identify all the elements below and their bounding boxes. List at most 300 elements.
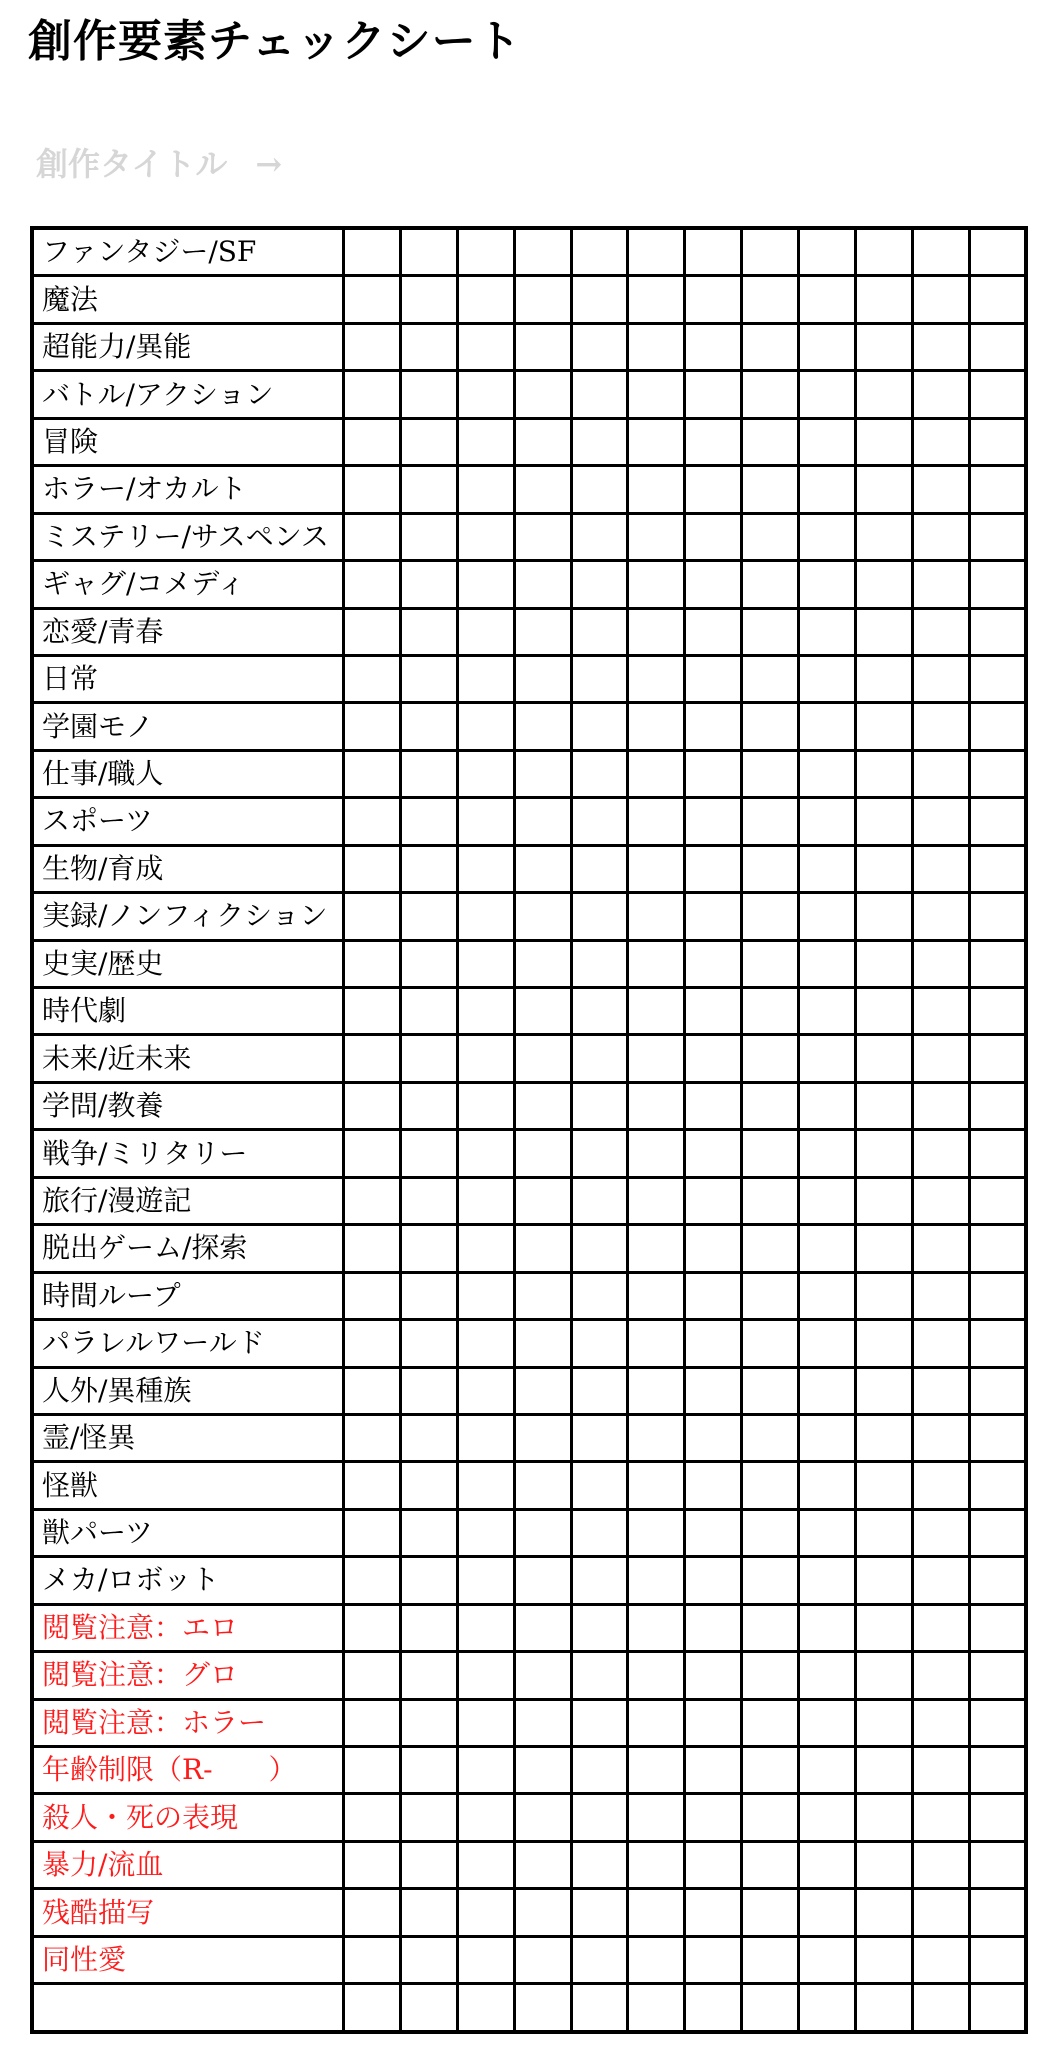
check-cell[interactable] (912, 1889, 969, 1936)
check-cell[interactable] (514, 228, 571, 276)
check-cell[interactable] (400, 1604, 457, 1651)
check-cell[interactable] (799, 893, 856, 940)
check-cell[interactable] (344, 1462, 401, 1509)
check-cell[interactable] (344, 1035, 401, 1082)
check-cell[interactable] (457, 276, 514, 323)
check-cell[interactable] (685, 845, 742, 892)
check-cell[interactable] (685, 1557, 742, 1604)
check-cell[interactable] (855, 1272, 912, 1319)
check-cell[interactable] (799, 988, 856, 1035)
check-cell[interactable] (628, 561, 685, 608)
check-cell[interactable] (571, 608, 628, 655)
check-cell[interactable] (685, 1699, 742, 1746)
check-cell[interactable] (344, 1130, 401, 1177)
check-cell[interactable] (571, 1984, 628, 2032)
check-cell[interactable] (969, 1130, 1026, 1177)
check-cell[interactable] (400, 608, 457, 655)
check-cell[interactable] (799, 466, 856, 513)
check-cell[interactable] (855, 1035, 912, 1082)
check-cell[interactable] (855, 1984, 912, 2032)
check-cell[interactable] (457, 1509, 514, 1556)
check-cell[interactable] (628, 1604, 685, 1651)
check-cell[interactable] (685, 893, 742, 940)
check-cell[interactable] (742, 1035, 799, 1082)
check-cell[interactable] (799, 1984, 856, 2032)
check-cell[interactable] (685, 1177, 742, 1224)
check-cell[interactable] (514, 1225, 571, 1272)
check-cell[interactable] (457, 1794, 514, 1841)
check-cell[interactable] (457, 323, 514, 370)
check-cell[interactable] (685, 1414, 742, 1461)
check-cell[interactable] (457, 1984, 514, 2032)
check-cell[interactable] (912, 1936, 969, 1983)
check-cell[interactable] (685, 1367, 742, 1414)
check-cell[interactable] (514, 1747, 571, 1794)
check-cell[interactable] (685, 1604, 742, 1651)
check-cell[interactable] (912, 1747, 969, 1794)
check-cell[interactable] (855, 371, 912, 418)
check-cell[interactable] (912, 1652, 969, 1699)
check-cell[interactable] (799, 513, 856, 560)
check-cell[interactable] (855, 1225, 912, 1272)
check-cell[interactable] (742, 1462, 799, 1509)
check-cell[interactable] (855, 1509, 912, 1556)
check-cell[interactable] (628, 513, 685, 560)
check-cell[interactable] (457, 1841, 514, 1888)
check-cell[interactable] (400, 1794, 457, 1841)
check-cell[interactable] (799, 1509, 856, 1556)
check-cell[interactable] (855, 1130, 912, 1177)
check-cell[interactable] (400, 1747, 457, 1794)
check-cell[interactable] (571, 1936, 628, 1983)
check-cell[interactable] (912, 276, 969, 323)
check-cell[interactable] (514, 1130, 571, 1177)
check-cell[interactable] (571, 655, 628, 702)
check-cell[interactable] (571, 1604, 628, 1651)
check-cell[interactable] (457, 940, 514, 987)
check-cell[interactable] (855, 893, 912, 940)
check-cell[interactable] (400, 466, 457, 513)
check-cell[interactable] (628, 940, 685, 987)
check-cell[interactable] (514, 276, 571, 323)
check-cell[interactable] (571, 703, 628, 750)
check-cell[interactable] (742, 798, 799, 845)
check-cell[interactable] (969, 893, 1026, 940)
check-cell[interactable] (571, 1082, 628, 1129)
check-cell[interactable] (344, 988, 401, 1035)
check-cell[interactable] (912, 940, 969, 987)
check-cell[interactable] (344, 845, 401, 892)
check-cell[interactable] (969, 1936, 1026, 1983)
check-cell[interactable] (400, 1936, 457, 1983)
check-cell[interactable] (799, 1936, 856, 1983)
check-cell[interactable] (969, 1414, 1026, 1461)
check-cell[interactable] (855, 845, 912, 892)
check-cell[interactable] (457, 1272, 514, 1319)
check-cell[interactable] (628, 276, 685, 323)
check-cell[interactable] (344, 418, 401, 465)
check-cell[interactable] (457, 1320, 514, 1367)
check-cell[interactable] (628, 1747, 685, 1794)
check-cell[interactable] (742, 1747, 799, 1794)
check-cell[interactable] (912, 750, 969, 797)
check-cell[interactable] (628, 1320, 685, 1367)
check-cell[interactable] (457, 750, 514, 797)
check-cell[interactable] (742, 988, 799, 1035)
check-cell[interactable] (685, 323, 742, 370)
check-cell[interactable] (628, 228, 685, 276)
check-cell[interactable] (912, 988, 969, 1035)
check-cell[interactable] (571, 750, 628, 797)
check-cell[interactable] (855, 750, 912, 797)
check-cell[interactable] (344, 513, 401, 560)
check-cell[interactable] (685, 1082, 742, 1129)
check-cell[interactable] (969, 1889, 1026, 1936)
check-cell[interactable] (685, 513, 742, 560)
check-cell[interactable] (685, 1509, 742, 1556)
check-cell[interactable] (628, 1889, 685, 1936)
check-cell[interactable] (969, 940, 1026, 987)
check-cell[interactable] (912, 1841, 969, 1888)
check-cell[interactable] (628, 1414, 685, 1461)
check-cell[interactable] (628, 893, 685, 940)
check-cell[interactable] (912, 703, 969, 750)
check-cell[interactable] (912, 1604, 969, 1651)
check-cell[interactable] (912, 1699, 969, 1746)
check-cell[interactable] (912, 1035, 969, 1082)
check-cell[interactable] (969, 228, 1026, 276)
check-cell[interactable] (969, 703, 1026, 750)
check-cell[interactable] (628, 1841, 685, 1888)
check-cell[interactable] (912, 608, 969, 655)
check-cell[interactable] (969, 1320, 1026, 1367)
check-cell[interactable] (514, 1035, 571, 1082)
check-cell[interactable] (912, 513, 969, 560)
check-cell[interactable] (969, 1367, 1026, 1414)
check-cell[interactable] (457, 1130, 514, 1177)
check-cell[interactable] (400, 228, 457, 276)
check-cell[interactable] (344, 1604, 401, 1651)
check-cell[interactable] (514, 1699, 571, 1746)
check-cell[interactable] (742, 418, 799, 465)
check-cell[interactable] (742, 1936, 799, 1983)
check-cell[interactable] (799, 1841, 856, 1888)
check-cell[interactable] (685, 1272, 742, 1319)
check-cell[interactable] (799, 323, 856, 370)
check-cell[interactable] (344, 1225, 401, 1272)
check-cell[interactable] (571, 1414, 628, 1461)
check-cell[interactable] (742, 750, 799, 797)
check-cell[interactable] (514, 845, 571, 892)
check-cell[interactable] (855, 1557, 912, 1604)
check-cell[interactable] (855, 655, 912, 702)
check-cell[interactable] (799, 1130, 856, 1177)
check-cell[interactable] (514, 988, 571, 1035)
check-cell[interactable] (969, 371, 1026, 418)
check-cell[interactable] (457, 561, 514, 608)
check-cell[interactable] (969, 798, 1026, 845)
check-cell[interactable] (742, 1699, 799, 1746)
check-cell[interactable] (912, 893, 969, 940)
check-cell[interactable] (571, 1320, 628, 1367)
check-cell[interactable] (514, 1082, 571, 1129)
check-cell[interactable] (571, 1699, 628, 1746)
check-cell[interactable] (912, 418, 969, 465)
check-cell[interactable] (742, 1889, 799, 1936)
check-cell[interactable] (344, 1414, 401, 1461)
check-cell[interactable] (571, 893, 628, 940)
check-cell[interactable] (799, 845, 856, 892)
check-cell[interactable] (969, 1177, 1026, 1224)
check-cell[interactable] (344, 1509, 401, 1556)
check-cell[interactable] (344, 1747, 401, 1794)
check-cell[interactable] (855, 988, 912, 1035)
check-cell[interactable] (344, 276, 401, 323)
check-cell[interactable] (571, 1841, 628, 1888)
check-cell[interactable] (799, 1414, 856, 1461)
check-cell[interactable] (799, 1225, 856, 1272)
check-cell[interactable] (400, 845, 457, 892)
check-cell[interactable] (912, 1984, 969, 2032)
check-cell[interactable] (799, 1367, 856, 1414)
check-cell[interactable] (742, 1177, 799, 1224)
check-cell[interactable] (855, 1747, 912, 1794)
check-cell[interactable] (799, 1082, 856, 1129)
check-cell[interactable] (799, 1035, 856, 1082)
check-cell[interactable] (400, 418, 457, 465)
check-cell[interactable] (344, 1984, 401, 2032)
check-cell[interactable] (799, 1699, 856, 1746)
check-cell[interactable] (685, 655, 742, 702)
check-cell[interactable] (799, 1272, 856, 1319)
check-cell[interactable] (742, 1604, 799, 1651)
check-cell[interactable] (628, 1462, 685, 1509)
check-cell[interactable] (628, 1035, 685, 1082)
check-cell[interactable] (799, 798, 856, 845)
check-cell[interactable] (969, 1604, 1026, 1651)
check-cell[interactable] (799, 750, 856, 797)
check-cell[interactable] (628, 1984, 685, 2032)
check-cell[interactable] (400, 1414, 457, 1461)
check-cell[interactable] (344, 655, 401, 702)
check-cell[interactable] (457, 228, 514, 276)
check-cell[interactable] (400, 940, 457, 987)
check-cell[interactable] (514, 1367, 571, 1414)
check-cell[interactable] (969, 608, 1026, 655)
check-cell[interactable] (571, 1509, 628, 1556)
check-cell[interactable] (628, 371, 685, 418)
check-cell[interactable] (855, 1652, 912, 1699)
check-cell[interactable] (400, 561, 457, 608)
check-cell[interactable] (685, 798, 742, 845)
check-cell[interactable] (969, 845, 1026, 892)
check-cell[interactable] (799, 655, 856, 702)
check-cell[interactable] (969, 466, 1026, 513)
check-cell[interactable] (344, 1367, 401, 1414)
check-cell[interactable] (685, 1889, 742, 1936)
check-cell[interactable] (457, 1035, 514, 1082)
check-cell[interactable] (457, 988, 514, 1035)
check-cell[interactable] (457, 1225, 514, 1272)
check-cell[interactable] (344, 323, 401, 370)
check-cell[interactable] (742, 1984, 799, 2032)
check-cell[interactable] (969, 1747, 1026, 1794)
check-cell[interactable] (457, 1604, 514, 1651)
check-cell[interactable] (344, 1841, 401, 1888)
check-cell[interactable] (685, 1936, 742, 1983)
check-cell[interactable] (742, 1841, 799, 1888)
check-cell[interactable] (571, 1557, 628, 1604)
check-cell[interactable] (514, 893, 571, 940)
check-cell[interactable] (685, 1984, 742, 2032)
check-cell[interactable] (344, 228, 401, 276)
check-cell[interactable] (969, 1272, 1026, 1319)
check-cell[interactable] (400, 1320, 457, 1367)
check-cell[interactable] (571, 798, 628, 845)
check-cell[interactable] (400, 1082, 457, 1129)
check-cell[interactable] (969, 323, 1026, 370)
check-cell[interactable] (514, 750, 571, 797)
check-cell[interactable] (855, 1367, 912, 1414)
check-cell[interactable] (400, 1130, 457, 1177)
check-cell[interactable] (969, 655, 1026, 702)
check-cell[interactable] (742, 1652, 799, 1699)
check-cell[interactable] (685, 703, 742, 750)
check-cell[interactable] (457, 1462, 514, 1509)
check-cell[interactable] (799, 608, 856, 655)
check-cell[interactable] (912, 1177, 969, 1224)
check-cell[interactable] (344, 608, 401, 655)
check-cell[interactable] (457, 655, 514, 702)
check-cell[interactable] (571, 323, 628, 370)
check-cell[interactable] (855, 1462, 912, 1509)
check-cell[interactable] (685, 228, 742, 276)
check-cell[interactable] (685, 750, 742, 797)
check-cell[interactable] (457, 845, 514, 892)
check-cell[interactable] (742, 655, 799, 702)
check-cell[interactable] (742, 1367, 799, 1414)
check-cell[interactable] (344, 1177, 401, 1224)
check-cell[interactable] (457, 703, 514, 750)
check-cell[interactable] (742, 940, 799, 987)
check-cell[interactable] (628, 1557, 685, 1604)
check-cell[interactable] (457, 1889, 514, 1936)
check-cell[interactable] (912, 845, 969, 892)
check-cell[interactable] (344, 940, 401, 987)
check-cell[interactable] (742, 323, 799, 370)
check-cell[interactable] (344, 750, 401, 797)
check-cell[interactable] (685, 1794, 742, 1841)
check-cell[interactable] (855, 561, 912, 608)
check-cell[interactable] (514, 1414, 571, 1461)
check-cell[interactable] (742, 1272, 799, 1319)
check-cell[interactable] (571, 466, 628, 513)
check-cell[interactable] (571, 228, 628, 276)
check-cell[interactable] (571, 1462, 628, 1509)
check-cell[interactable] (742, 276, 799, 323)
check-cell[interactable] (344, 1889, 401, 1936)
check-cell[interactable] (742, 608, 799, 655)
check-cell[interactable] (344, 798, 401, 845)
check-cell[interactable] (628, 1225, 685, 1272)
check-cell[interactable] (855, 1604, 912, 1651)
check-cell[interactable] (628, 655, 685, 702)
check-cell[interactable] (912, 561, 969, 608)
check-cell[interactable] (628, 1272, 685, 1319)
check-cell[interactable] (628, 845, 685, 892)
check-cell[interactable] (969, 750, 1026, 797)
check-cell[interactable] (912, 1509, 969, 1556)
check-cell[interactable] (457, 1177, 514, 1224)
check-cell[interactable] (855, 418, 912, 465)
check-cell[interactable] (742, 845, 799, 892)
check-cell[interactable] (400, 893, 457, 940)
check-cell[interactable] (685, 1841, 742, 1888)
check-cell[interactable] (400, 1889, 457, 1936)
check-cell[interactable] (685, 1130, 742, 1177)
check-cell[interactable] (685, 1320, 742, 1367)
check-cell[interactable] (571, 513, 628, 560)
check-cell[interactable] (855, 703, 912, 750)
check-cell[interactable] (628, 1794, 685, 1841)
check-cell[interactable] (742, 1130, 799, 1177)
check-cell[interactable] (912, 1794, 969, 1841)
check-cell[interactable] (628, 1509, 685, 1556)
check-cell[interactable] (571, 1652, 628, 1699)
check-cell[interactable] (969, 561, 1026, 608)
check-cell[interactable] (400, 1177, 457, 1224)
check-cell[interactable] (344, 466, 401, 513)
check-cell[interactable] (742, 1082, 799, 1129)
check-cell[interactable] (685, 1747, 742, 1794)
check-cell[interactable] (685, 276, 742, 323)
check-cell[interactable] (742, 1320, 799, 1367)
check-cell[interactable] (344, 1936, 401, 1983)
check-cell[interactable] (457, 1699, 514, 1746)
check-cell[interactable] (799, 1604, 856, 1651)
check-cell[interactable] (571, 1794, 628, 1841)
check-cell[interactable] (628, 418, 685, 465)
check-cell[interactable] (571, 1272, 628, 1319)
check-cell[interactable] (855, 1699, 912, 1746)
check-cell[interactable] (571, 1367, 628, 1414)
check-cell[interactable] (855, 1794, 912, 1841)
check-cell[interactable] (855, 1177, 912, 1224)
check-cell[interactable] (571, 1177, 628, 1224)
check-cell[interactable] (400, 371, 457, 418)
check-cell[interactable] (400, 988, 457, 1035)
check-cell[interactable] (514, 1177, 571, 1224)
check-cell[interactable] (912, 1082, 969, 1129)
check-cell[interactable] (514, 1557, 571, 1604)
check-cell[interactable] (742, 1509, 799, 1556)
check-cell[interactable] (855, 1082, 912, 1129)
check-cell[interactable] (400, 703, 457, 750)
check-cell[interactable] (685, 371, 742, 418)
check-cell[interactable] (571, 418, 628, 465)
check-cell[interactable] (400, 1652, 457, 1699)
check-cell[interactable] (344, 1794, 401, 1841)
check-cell[interactable] (344, 1272, 401, 1319)
check-cell[interactable] (400, 1509, 457, 1556)
check-cell[interactable] (514, 1509, 571, 1556)
check-cell[interactable] (799, 1889, 856, 1936)
check-cell[interactable] (799, 1462, 856, 1509)
check-cell[interactable] (400, 1984, 457, 2032)
check-cell[interactable] (628, 1082, 685, 1129)
check-cell[interactable] (400, 1035, 457, 1082)
check-cell[interactable] (400, 513, 457, 560)
